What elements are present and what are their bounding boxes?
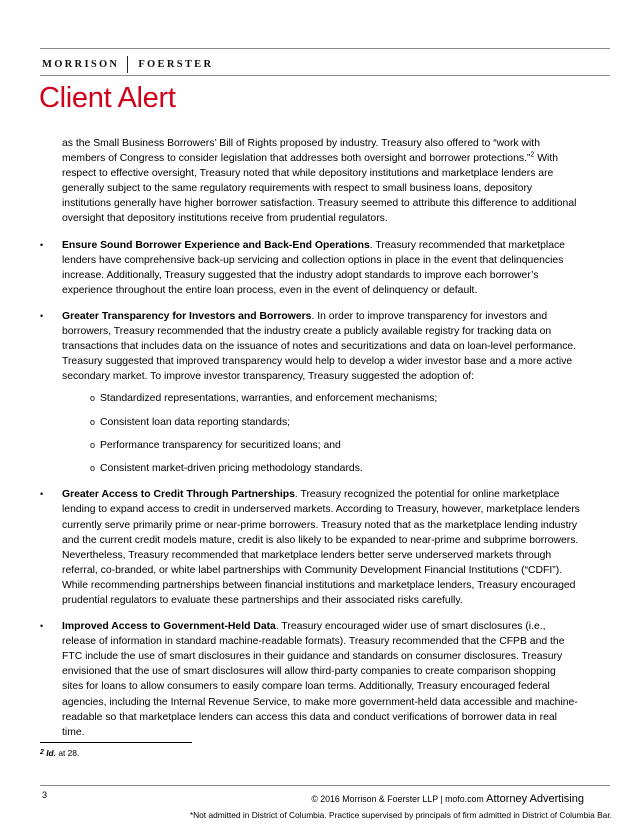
bullet-text: . Treasury recognized the potential for online marketplace lending to expand access to credit in underserved markets. According to Treasury, however, marketplace lenders currently serve primarily prime or near-prime borrowers. Treasury noted that as the marketplace lending industry and the current credit models mature, credit is also likely to be expanded to near-prime and subprime borrowers. Nevertheless, Treasury recommended that marketplace lenders better serve underserved markets through referral, co-branded, or white label partnerships with Community Development Financial Institutions (“CDFI”). While recommending partnerships between financial institutions and marketplace lenders, Treasury encouraged prudential regulators to evaluate these partnerships and their associated risks carefully. [62, 489, 580, 606]
bullet-heading: Ensure Sound Borrower Experience and Back-End Operations [62, 239, 370, 251]
footnote-number: 2 [40, 749, 44, 756]
copyright-text: © 2016 Morrison & Foerster LLP | mofo.com [311, 794, 487, 804]
bullet-icon: • [40, 489, 44, 500]
sub-bullet-icon: o [90, 416, 96, 427]
copyright [311, 793, 584, 805]
footer-rule [40, 785, 610, 786]
attorney-advertising: Attorney Advertising [486, 793, 584, 805]
sub-list-item: o Consistent market-driven pricing methodology standards. [62, 461, 580, 476]
sub-bullet-icon: o [90, 439, 96, 450]
bullet-item [40, 487, 580, 608]
footnote-text: at 28. [56, 748, 80, 758]
bullet-icon: • [40, 310, 44, 321]
firm-name-left: MORRISON [42, 58, 120, 70]
sub-bullet-icon: o [90, 393, 96, 404]
firm-logo [42, 56, 213, 72]
sub-list-item: o Performance transparency for securitized loans; and [62, 438, 580, 453]
sub-bullet-icon: o [90, 463, 96, 474]
bullet-item [40, 238, 580, 298]
header-bottom-rule [40, 75, 610, 76]
bullet-heading: Greater Transparency for Investors and Borrowers [62, 310, 312, 322]
intro-paragraph: as the Small Business Borrowers’ Bill of Rights proposed by industry. Treasury also offered to “work with members of Congress to consider legislation that addresses both oversight and borrower protections.”$^2$ With respect to effective oversight, Treasury noted that while depository institutions and marketplace lenders are generally subject to the same regulatory requirements with respect to small business loans, depository institutions generally have higher borrower satisfaction. Treasury seemed to attribute this difference to additional oversight that depository institutions receive from prudential regulators. [62, 138, 577, 225]
bullet-text: . In order to improve transparency for investors and borrowers, Treasury recommended that the industry create a publicly available registry for tracking data on transactions that includes data on the issuance of notes and securitizations and data on loan-level performance. Treasury suggested that improved transparency would help to develop a wider investor base and a more active secondary market. To improve investor transparency, Treasury suggested the adoption of: [62, 310, 577, 383]
sub-list-item: o Standardized representations, warranties, and enforcement mechanisms; [62, 391, 580, 406]
logo-divider [127, 56, 128, 73]
document-body [40, 136, 580, 740]
page-number: 3 [42, 790, 48, 800]
page-title: Client Alert [39, 82, 176, 114]
bullet-item [40, 619, 580, 740]
sub-list [62, 391, 580, 476]
header-top-rule [40, 48, 610, 49]
admission-notice: *Not admitted in District of Columbia. Practice supervised by principals of firm admitted in District of Columbia Bar. [189, 810, 612, 820]
sub-list-item: o Consistent loan data reporting standards; [62, 415, 580, 430]
footnote [40, 748, 79, 758]
firm-name-right: FOERSTER [138, 58, 214, 70]
footnote-ref[interactable]: 2 [530, 151, 535, 159]
bullet-text: . Treasury encouraged wider use of smart disclosures (i.e., release of information in standard machine-readable formats). Treasury recommended that the CFPB and the FTC include the use of smart disclosures in their guidance and standards on consumer disclosures. Treasury envisioned that the use of smart disclosures will allow third-party companies to create comparison shopping sites for loans to allow consumers to easily compare loan terms. Additionally, Treasury encouraged federal agencies, including the Internal Revenue Service, to make more government-held data accessible and machine-readable so that marketplace lenders can access this data and conduct verifications of borrower data in real time. [62, 621, 578, 738]
footnote-rule [40, 742, 192, 743]
bullet-icon: • [40, 239, 44, 250]
bullet-text: . Treasury recommended that marketplace lenders have comprehensive back-up servicing and collection options in place in the event that delinquencies increase. Additionally, Treasury suggested that the industry adopt standards to improve each borrower’s experience throughout the entire loan process, even in the event of delinquency or default. [62, 239, 565, 296]
footnote-id: Id. [46, 748, 57, 758]
bullet-icon: • [40, 621, 44, 632]
bullet-heading: Improved Access to Government-Held Data [62, 621, 276, 633]
bullet-heading: Greater Access to Credit Through Partnerships [62, 489, 295, 501]
bullet-item [40, 309, 580, 476]
